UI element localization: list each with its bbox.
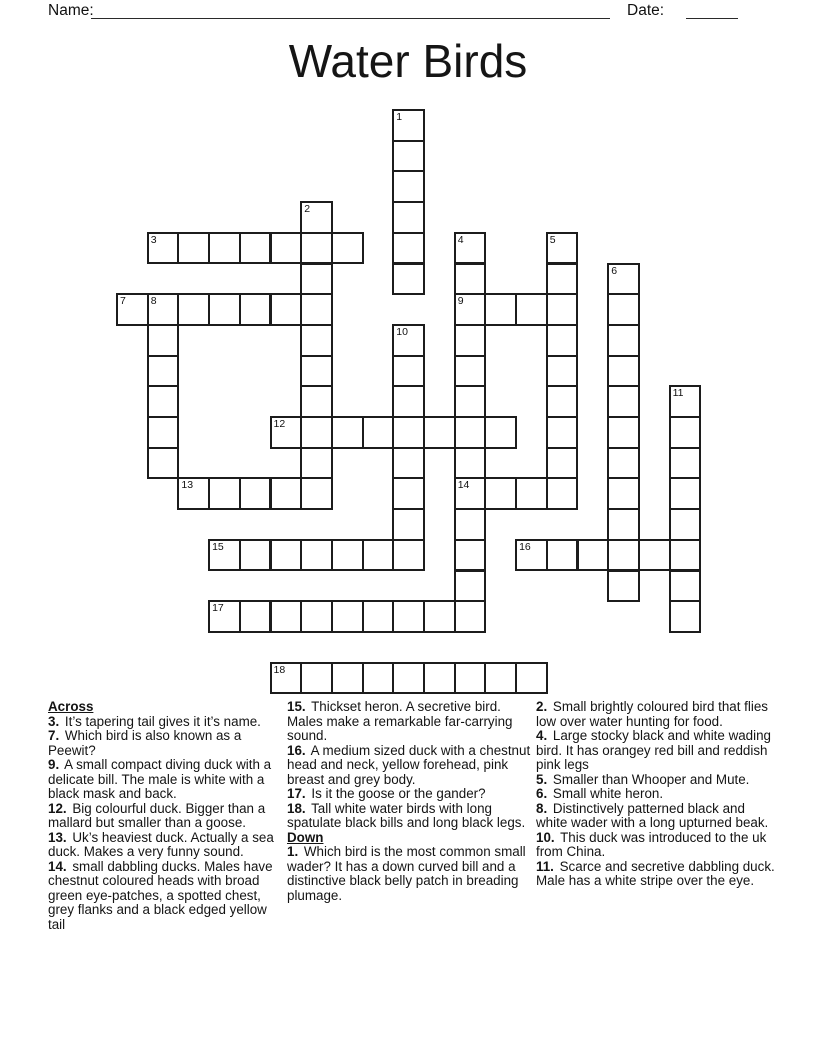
clue-down-1 [287,845,531,903]
cell-number: 18 [273,663,286,676]
grid-cell [515,477,548,510]
grid-cell [484,416,517,449]
grid-cell [331,539,364,572]
cell-number: 14 [457,479,470,492]
clue-across-3 [48,715,286,730]
grid-cell [392,263,425,296]
cell-number: 4 [457,233,464,246]
grid-cell [669,600,702,633]
across-heading: Across [48,699,94,714]
grid-cell [669,447,702,480]
grid-cell [392,662,425,695]
grid-cell [454,447,487,480]
grid-cell [177,477,210,510]
grid-cell [362,539,395,572]
clue-number: 8. [536,800,548,816]
cell-number: 6 [611,264,618,277]
grid-cell [300,385,333,418]
page-title: Water Birds [288,35,528,87]
clue-column-2 [287,700,531,903]
grid-cell [638,539,671,572]
grid-cell [607,263,640,296]
clue-down-2 [536,700,778,729]
grid-cell [300,477,333,510]
grid-cell [300,447,333,480]
clue-number: 10. [536,829,555,845]
clue-across-13 [48,831,286,860]
grid-cell [208,539,241,572]
grid-cell [454,662,487,695]
grid-cell [239,477,272,510]
grid-cell [300,662,333,695]
grid-cell [454,355,487,388]
grid-cell [392,600,425,633]
grid-cell [270,477,303,510]
clue-number: 17. [287,786,306,801]
clue-across-12 [48,802,286,831]
grid-cell [392,170,425,203]
clue-number: 15. [287,699,306,714]
grid-cell [669,385,702,418]
grid-cell [270,416,303,449]
grid-cell [607,570,640,603]
clue-down-6 [536,787,778,802]
grid-cell [392,447,425,480]
grid-cell [239,539,272,572]
clue-text: Small white heron. [552,786,664,801]
grid-cell [607,324,640,357]
clue-down-11 [536,860,778,889]
grid-cell [546,324,579,357]
grid-cell [515,293,548,326]
cell-number: 2 [304,203,311,216]
grid-cell [116,293,149,326]
clue-number: 4. [536,728,548,743]
grid-cell [392,355,425,388]
grid-cell [208,293,241,326]
grid-cell [147,324,180,357]
down-heading: Down [287,829,324,845]
grid-cell [147,385,180,418]
clue-text: Which bird is also known as a Peewit? [48,728,242,758]
grid-cell [454,324,487,357]
clue-number: 7. [48,728,60,743]
grid-cell [392,109,425,142]
cell-number: 10 [396,325,408,338]
grid-cell [392,477,425,510]
clue-text: It’s tapering tail gives it it’s name. [64,713,261,729]
date-label: Date: [627,2,665,19]
clue-across-18 [287,802,531,831]
grid-cell [423,416,456,449]
clue-text: Tall white water birds with long spatulate black bills and long black legs. [287,800,526,830]
grid-cell [300,539,333,572]
grid-cell [484,662,517,695]
cell-number: 12 [273,418,286,430]
grid-cell [239,232,272,265]
grid-cell [607,385,640,418]
grid-cell [392,508,425,541]
grid-cell [300,355,333,388]
grid-cell [454,600,487,633]
grid-cell [669,570,702,603]
grid-cell [669,477,702,510]
grid-cell [300,600,333,633]
name-blank-line [91,1,610,19]
grid-cell [147,232,180,265]
clue-text: This duck was introduced to the uk from China. [536,829,767,859]
clue-down-10 [536,831,778,860]
grid-cell [607,447,640,480]
clue-number: 3. [48,713,60,729]
clue-column-3 [536,700,778,889]
clue-across-15 [287,700,531,744]
grid-cell [239,600,272,633]
grid-cell [147,293,180,326]
clue-number: 16. [287,742,306,758]
grid-cell [362,416,395,449]
clue-down-5 [536,773,778,788]
grid-cell [546,539,579,572]
grid-cell [515,662,548,695]
grid-cell [147,416,180,449]
cell-number: 5 [549,233,556,246]
grid-cell [300,416,333,449]
cell-number: 13 [181,479,194,492]
clue-number: 14. [48,858,67,874]
clue-number: 1. [287,844,299,859]
grid-cell [300,293,333,326]
clue-down-4 [536,729,778,773]
grid-cell [454,539,487,572]
clue-text: Scarce and secretive dabbling duck. Male has a white stripe over the eye. [536,858,775,888]
grid-cell [331,416,364,449]
cell-number: 1 [396,111,403,123]
grid-cell [546,355,579,388]
grid-cell [546,447,579,480]
grid-cell [208,232,241,265]
grid-cell [300,201,333,234]
grid-cell [392,385,425,418]
clue-across-17 [287,787,531,802]
grid-cell [546,293,579,326]
clue-text: Thickset heron. A secretive bird. Males make a remarkable far-carrying sound. [287,699,513,743]
clue-across-9 [48,758,286,802]
grid-cell [607,355,640,388]
cell-number: 9 [457,295,464,308]
grid-cell [546,232,579,265]
grid-cell [607,477,640,510]
cell-number: 16 [519,540,531,553]
grid-cell [423,600,456,633]
grid-cell [208,600,241,633]
cell-number: 17 [212,602,224,615]
cell-number: 7 [120,295,126,308]
grid-cell [607,539,640,572]
clue-text: Uk’s heaviest duck. Actually a sea duck. Makes a very funny sound. [48,829,274,859]
clue-text: Is it the goose or the gander? [311,786,486,801]
grid-cell [208,477,241,510]
grid-cell [607,293,640,326]
grid-cell [546,385,579,418]
grid-cell [300,324,333,357]
grid-cell [270,662,303,695]
grid-cell [270,232,303,265]
grid-cell [454,232,487,265]
clue-across-7 [48,729,286,758]
grid-cell [177,232,210,265]
clue-text: small dabbling ducks. Males have chestnut coloured heads with broad green eye-patches, a spotted chest, grey flanks and a black edged yellow tail [48,858,273,932]
grid-cell [147,355,180,388]
clue-across-14 [48,860,286,933]
clue-text: A small compact diving duck with a delicate bill. The male is white with a black mask and back. [48,757,272,801]
grid-cell [454,416,487,449]
grid-cell [577,539,610,572]
clue-text: Distinctively patterned black and white wader with a long upturned beak. [536,800,769,830]
clue-number: 2. [536,699,548,714]
grid-cell [669,416,702,449]
grid-cell [362,662,395,695]
grid-cell [392,232,425,265]
grid-cell [177,293,210,326]
grid-cell [392,324,425,357]
clue-text: Large stocky black and white wading bird. It has orangey red bill and reddish pink legs [536,728,772,772]
grid-cell [669,508,702,541]
clue-across-16 [287,744,531,788]
grid-cell [331,232,364,265]
clue-column-1 [48,700,286,932]
grid-cell [546,416,579,449]
cell-number: 11 [672,387,684,400]
grid-cell [454,508,487,541]
clue-number: 13. [48,829,67,845]
cell-number: 15 [212,540,224,553]
name-label: Name: [48,2,94,19]
cell-number: 3 [150,233,157,246]
clue-number: 5. [536,771,548,787]
grid-cell [270,293,303,326]
grid-cell [454,385,487,418]
grid-cell [362,600,395,633]
grid-cell [270,539,303,572]
grid-cell [392,416,425,449]
grid-cell [392,201,425,234]
clue-number: 6. [536,786,548,801]
clue-text: A medium sized duck with a chestnut head and neck, yellow forehead, pink breast and grey body. [287,742,531,787]
clue-number: 9. [48,757,60,772]
grid-cell [454,263,487,296]
clue-down-8 [536,802,778,831]
grid-cell [454,570,487,603]
clue-text: Smaller than Whooper and Mute. [552,771,750,787]
grid-cell [392,140,425,173]
clue-text: Which bird is the most common small wader? It has a down curved bill and a distinctive black belly patch in breading plumage. [287,844,526,903]
grid-cell [484,477,517,510]
date-blank-line [686,1,738,19]
grid-cell [607,416,640,449]
clue-text: Small brightly coloured bird that flies low over water hunting for food. [536,699,768,729]
grid-cell [331,662,364,695]
grid-cell [270,600,303,633]
grid-cell [669,539,702,572]
clue-number: 11. [536,858,554,874]
grid-cell [331,600,364,633]
grid-cell [515,539,548,572]
cell-number: 8 [150,295,157,308]
clue-text: Big colourful duck. Bigger than a mallard but smaller than a goose. [48,800,266,830]
grid-cell [392,539,425,572]
clue-number: 18. [287,800,306,816]
grid-cell [607,508,640,541]
clue-number: 12. [48,800,67,816]
grid-cell [300,263,333,296]
grid-cell [546,263,579,296]
grid-cell [423,662,456,695]
grid-cell [147,447,180,480]
grid-cell [546,477,579,510]
grid-cell [300,232,333,265]
grid-cell [454,293,487,326]
grid-cell [239,293,272,326]
grid-cell [454,477,487,510]
grid-cell [484,293,517,326]
